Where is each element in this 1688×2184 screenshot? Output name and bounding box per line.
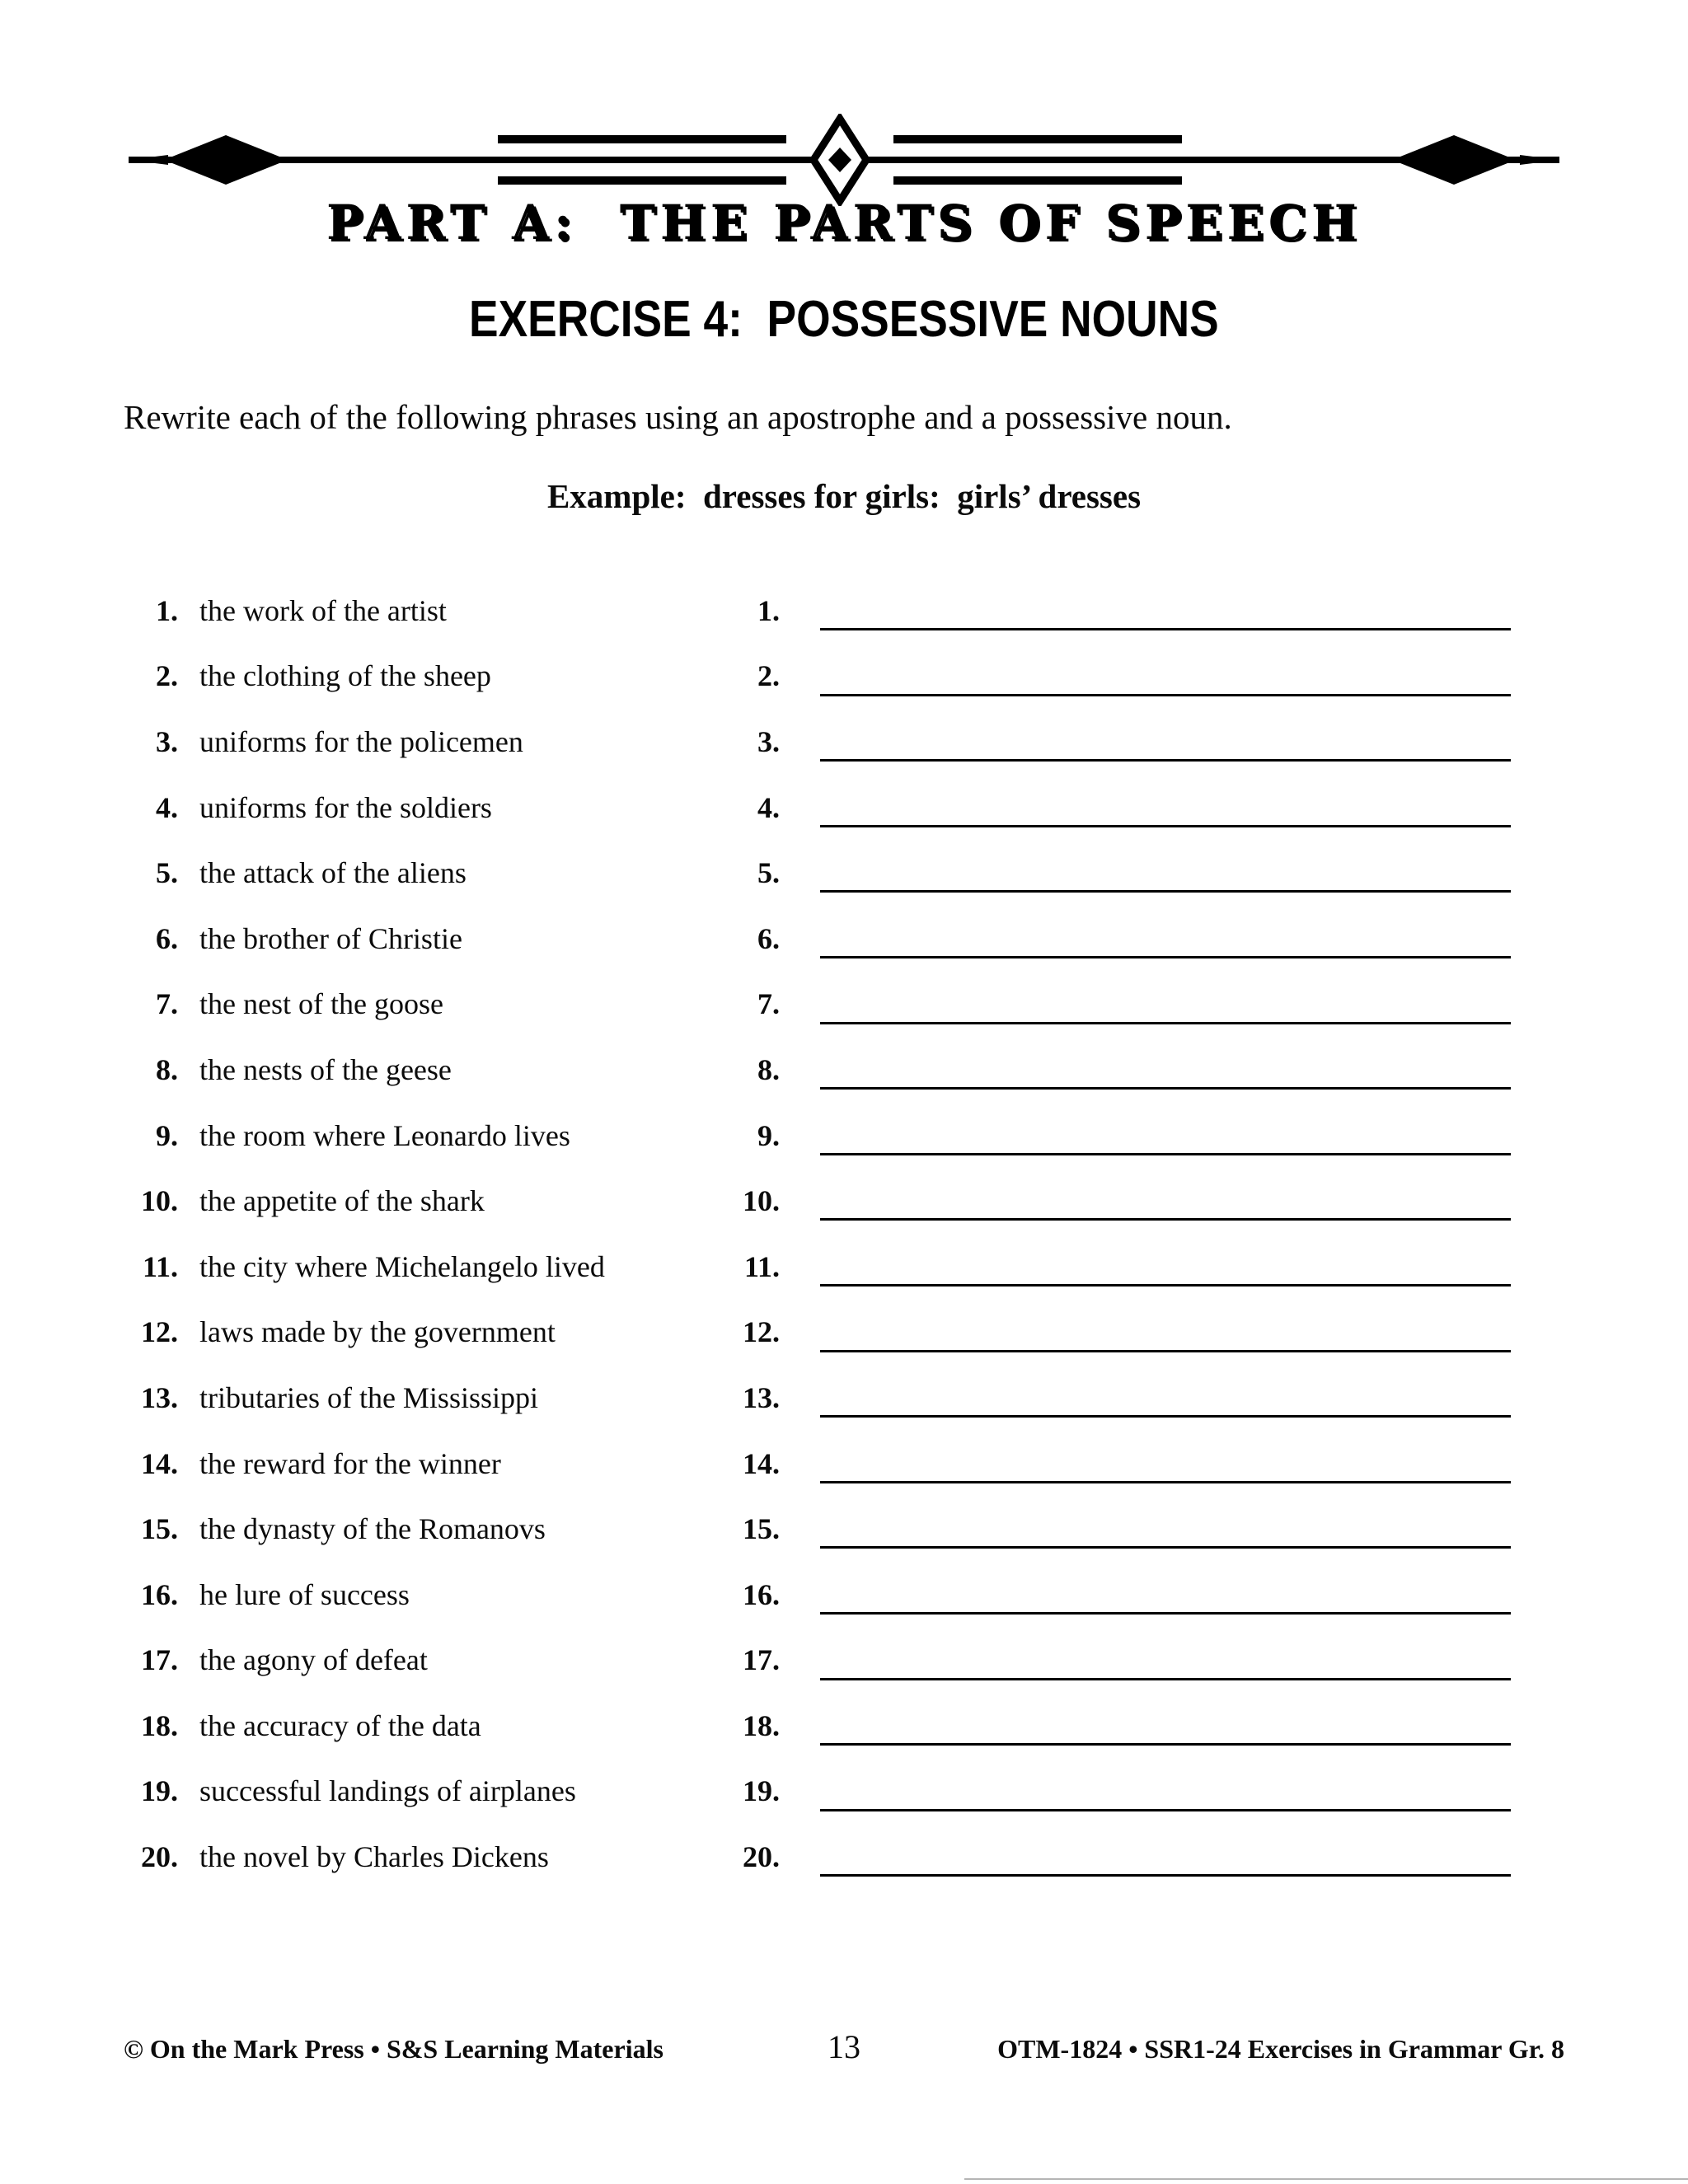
answer-number: 3.: [757, 724, 780, 758]
answer-blank-line: [820, 593, 1511, 630]
item-phrase: the appetite of the shark: [199, 1184, 485, 1218]
exercise-row: [124, 1168, 1564, 1234]
exercise-row: [124, 1300, 1564, 1366]
answer-blank-line: [820, 658, 1511, 696]
answer-blank-line: [820, 1380, 1511, 1418]
item-number: 18.: [141, 1708, 178, 1742]
item-phrase: the work of the artist: [199, 593, 447, 627]
answer-number: 17.: [743, 1643, 780, 1677]
part-title: PART A: THE PARTS OF SPEECH: [326, 194, 1362, 251]
item-phrase: the clothing of the sheep: [199, 659, 491, 693]
answer-blank-line: [820, 855, 1511, 893]
answer-blank-line: [820, 1118, 1511, 1155]
item-phrase: the attack of the aliens: [199, 856, 467, 890]
exercise-row: [124, 906, 1564, 972]
item-phrase: laws made by the government: [199, 1315, 556, 1349]
answer-blank-line: [820, 1577, 1511, 1615]
answer-blank-line: [820, 987, 1511, 1024]
item-number: 11.: [142, 1249, 178, 1283]
item-phrase: the novel by Charles Dickens: [199, 1840, 549, 1874]
example-text: Example: dresses for girls: girls’ dresses: [546, 477, 1142, 515]
answer-number: 10.: [743, 1184, 780, 1218]
answer-number: 20.: [743, 1840, 780, 1874]
answer-number: 19.: [743, 1774, 780, 1808]
answer-number: 11.: [743, 1249, 780, 1283]
item-number: 20.: [141, 1840, 178, 1874]
item-phrase: the room where Leonardo lives: [199, 1118, 570, 1152]
answer-blank-line: [820, 1839, 1511, 1877]
item-phrase: the nest of the goose: [199, 987, 443, 1021]
answer-blank-line: [820, 790, 1511, 827]
footer-copyright: © On the Mark Press • S&S Learning Materials: [124, 2034, 663, 2064]
exercise-list: [124, 578, 1564, 1890]
exercise-row: [124, 840, 1564, 906]
item-number: 10.: [141, 1184, 178, 1218]
exercise-row: [124, 1496, 1564, 1562]
answer-number: 2.: [757, 659, 780, 693]
item-phrase: the dynasty of the Romanovs: [199, 1512, 546, 1546]
answer-blank-line: [820, 1774, 1511, 1811]
item-phrase: the reward for the winner: [199, 1446, 501, 1480]
exercise-row: [124, 775, 1564, 841]
exercise-row: [124, 1824, 1564, 1890]
left-tail: [129, 155, 168, 165]
answer-blank-line: [820, 1315, 1511, 1352]
instruction-text: Rewrite each of the following phrases using an apostrophe and a possessive noun.: [124, 398, 1232, 436]
exercise-row: [124, 709, 1564, 775]
item-phrase: tributaries of the Mississippi: [199, 1380, 538, 1414]
item-number: 17.: [141, 1643, 178, 1677]
item-number: 7.: [156, 987, 178, 1021]
exercise-row: [124, 1693, 1564, 1759]
item-number: 15.: [141, 1512, 178, 1546]
item-phrase: the accuracy of the data: [199, 1708, 481, 1742]
exercise-row: [124, 1365, 1564, 1431]
answer-number: 8.: [757, 1052, 780, 1086]
item-number: 6.: [156, 921, 178, 955]
answer-number: 18.: [743, 1708, 780, 1742]
right-tail: [1520, 155, 1559, 165]
exercise-row: [124, 1234, 1564, 1300]
exercise-title: [0, 290, 1688, 349]
item-phrase: the city where Michelangelo lived: [199, 1249, 605, 1283]
left-diamond: [164, 135, 288, 185]
answer-blank-line: [820, 921, 1511, 958]
answer-number: 9.: [757, 1118, 780, 1152]
item-number: 19.: [141, 1774, 178, 1808]
answer-number: 4.: [757, 790, 780, 824]
answer-number: 14.: [743, 1446, 780, 1480]
item-number: 8.: [156, 1052, 178, 1086]
item-phrase: successful landings of airplanes: [199, 1774, 576, 1808]
item-phrase: he lure of success: [199, 1577, 410, 1611]
exercise-row: [124, 1037, 1564, 1103]
exercise-row: [124, 1431, 1564, 1497]
item-number: 9.: [156, 1118, 178, 1152]
answer-number: 12.: [743, 1315, 780, 1349]
answer-blank-line: [820, 724, 1511, 762]
item-number: 16.: [141, 1577, 178, 1611]
answer-number: 16.: [743, 1577, 780, 1611]
exercise-row: [124, 1628, 1564, 1694]
item-phrase: uniforms for the policemen: [199, 724, 523, 758]
item-number: 14.: [141, 1446, 178, 1480]
item-phrase: uniforms for the soldiers: [199, 790, 492, 824]
item-number: 3.: [156, 724, 178, 758]
item-number: 13.: [141, 1380, 178, 1414]
answer-blank-line: [820, 1511, 1511, 1549]
answer-number: 13.: [743, 1380, 780, 1414]
answer-blank-line: [820, 1643, 1511, 1680]
scan-edge-artifact: [964, 2178, 1688, 2180]
decorative-divider: [119, 114, 1569, 206]
item-phrase: the nests of the geese: [199, 1052, 452, 1086]
answer-number: 15.: [743, 1512, 780, 1546]
page-number: 13: [828, 2028, 860, 2065]
answer-number: 7.: [757, 987, 780, 1021]
item-number: 1.: [156, 593, 178, 627]
answer-blank-line: [820, 1183, 1511, 1221]
exercise-row: [124, 644, 1564, 710]
answer-number: 6.: [757, 921, 780, 955]
answer-blank-line: [820, 1249, 1511, 1286]
item-number: 2.: [156, 659, 178, 693]
item-number: 5.: [156, 856, 178, 890]
exercise-title-text: EXERCISE 4: POSSESSIVE NOUNS: [469, 291, 1219, 348]
exercise-row: [124, 1103, 1564, 1169]
item-phrase: the agony of defeat: [199, 1643, 428, 1677]
item-number: 12.: [141, 1315, 178, 1349]
answer-number: 1.: [757, 593, 780, 627]
exercise-row: [124, 1562, 1564, 1628]
answer-number: 5.: [757, 856, 780, 890]
right-diamond: [1392, 135, 1516, 185]
exercise-row: [124, 972, 1564, 1038]
footer-product-code: OTM-1824 • SSR1-24 Exercises in Grammar Gr. 8: [997, 2034, 1564, 2064]
item-phrase: the brother of Christie: [199, 921, 462, 955]
answer-blank-line: [820, 1446, 1511, 1483]
exercise-row: [124, 1759, 1564, 1825]
answer-blank-line: [820, 1052, 1511, 1090]
exercise-row: [124, 578, 1564, 644]
answer-blank-line: [820, 1708, 1511, 1746]
item-number: 4.: [156, 790, 178, 824]
